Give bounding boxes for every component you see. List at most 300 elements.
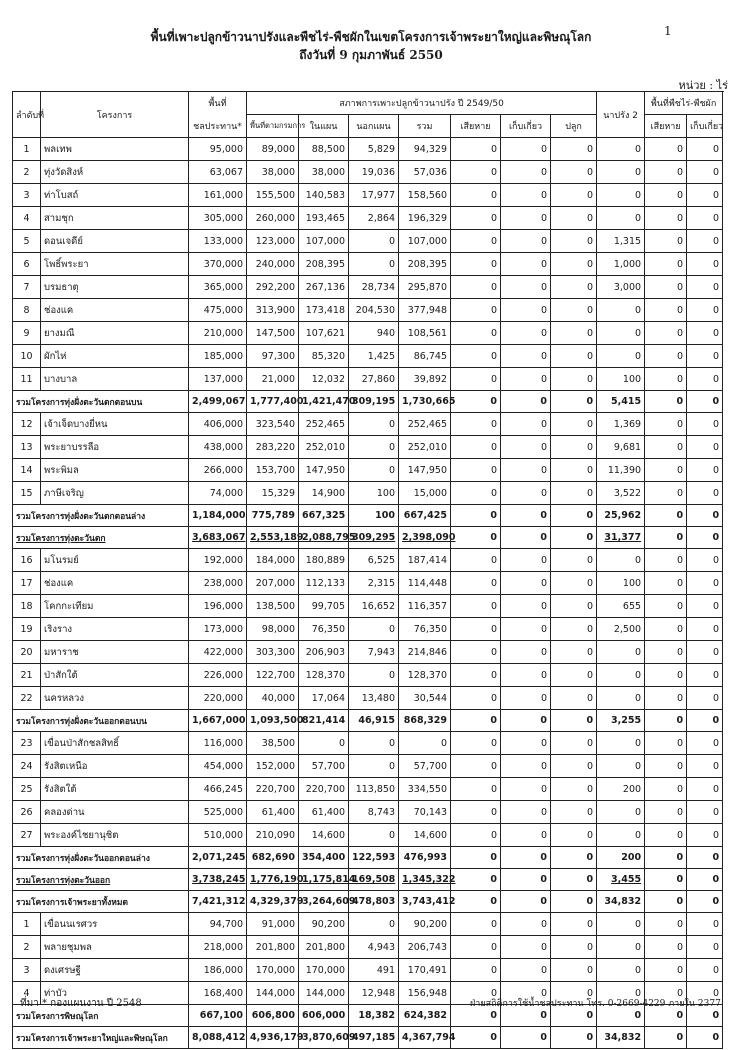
value-cell: 1,345,322	[399, 869, 451, 891]
value-cell: 0	[501, 413, 551, 436]
value-cell: 0	[501, 138, 551, 161]
value-cell: 220,700	[299, 778, 349, 801]
value-cell: 266,000	[189, 459, 247, 482]
value-cell: 6,525	[349, 549, 399, 572]
value-cell: 158,560	[399, 184, 451, 207]
value-cell: 0	[687, 913, 723, 936]
row-number: 26	[13, 801, 41, 824]
subtotal-label: รวมโครงการพิษณุโลก	[13, 1005, 189, 1027]
value-cell: 1,000	[597, 253, 645, 276]
value-cell: 0	[349, 732, 399, 755]
value-cell: 0	[451, 1027, 501, 1049]
subtotal-row	[13, 1027, 723, 1049]
value-cell: 200	[597, 847, 645, 869]
project-name: รังสิตเหนือ	[41, 755, 189, 778]
value-cell: 0	[501, 253, 551, 276]
header-planted: ปลูก	[551, 115, 597, 138]
header-in-plan: ในแผน	[299, 115, 349, 138]
value-cell: 4,943	[349, 936, 399, 959]
project-name: ผักไห่	[41, 345, 189, 368]
value-cell: 2,088,795	[299, 527, 349, 549]
value-cell: 3,000	[597, 276, 645, 299]
project-name: บรมธาตุ	[41, 276, 189, 299]
value-cell: 5,829	[349, 138, 399, 161]
value-cell: 252,010	[399, 436, 451, 459]
value-cell: 0	[687, 959, 723, 982]
value-cell: 4,329,379	[247, 891, 299, 913]
value-cell: 0	[451, 391, 501, 413]
value-cell: 438,000	[189, 436, 247, 459]
value-cell: 0	[501, 641, 551, 664]
value-cell: 0	[349, 618, 399, 641]
value-cell: 0	[687, 368, 723, 391]
value-cell: 0	[551, 687, 597, 710]
value-cell: 0	[551, 436, 597, 459]
value-cell: 98,000	[247, 618, 299, 641]
value-cell: 2,071,245	[189, 847, 247, 869]
value-cell: 0	[501, 755, 551, 778]
row-number: 5	[13, 230, 41, 253]
value-cell: 0	[645, 253, 687, 276]
value-cell: 184,000	[247, 549, 299, 572]
value-cell: 0	[597, 936, 645, 959]
value-cell: 0	[597, 138, 645, 161]
value-cell: 0	[501, 299, 551, 322]
value-cell: 57,700	[399, 755, 451, 778]
value-cell: 1,421,470	[299, 391, 349, 413]
value-cell: 0	[451, 276, 501, 299]
value-cell: 169,508	[349, 869, 399, 891]
value-cell: 0	[451, 527, 501, 549]
value-cell: 0	[551, 345, 597, 368]
value-cell: 0	[451, 253, 501, 276]
value-cell: 0	[645, 413, 687, 436]
value-cell: 173,418	[299, 299, 349, 322]
value-cell: 0	[349, 755, 399, 778]
value-cell: 775,789	[247, 505, 299, 527]
row-number: 14	[13, 459, 41, 482]
value-cell: 0	[597, 322, 645, 345]
value-cell: 292,200	[247, 276, 299, 299]
value-cell: 0	[451, 982, 501, 1005]
table-row	[13, 913, 723, 936]
value-cell: 283,220	[247, 436, 299, 459]
value-cell: 3,738,245	[189, 869, 247, 891]
value-cell: 63,067	[189, 161, 247, 184]
value-cell: 156,948	[399, 982, 451, 1005]
subtotal-row	[13, 391, 723, 413]
value-cell: 5,415	[597, 391, 645, 413]
value-cell: 0	[451, 913, 501, 936]
value-cell: 192,000	[189, 549, 247, 572]
table-row	[13, 299, 723, 322]
value-cell: 15,329	[247, 482, 299, 505]
table-row	[13, 161, 723, 184]
value-cell: 185,000	[189, 345, 247, 368]
value-cell: 0	[451, 664, 501, 687]
value-cell: 107,000	[299, 230, 349, 253]
value-cell: 0	[645, 755, 687, 778]
value-cell: 0	[451, 482, 501, 505]
table-row	[13, 482, 723, 505]
value-cell: 3,870,609	[299, 1027, 349, 1049]
value-cell: 89,000	[247, 138, 299, 161]
value-cell: 475,000	[189, 299, 247, 322]
value-cell: 140,583	[299, 184, 349, 207]
value-cell: 0	[687, 207, 723, 230]
value-cell: 113,850	[349, 778, 399, 801]
row-number: 11	[13, 368, 41, 391]
header-harvested: เก็บเกี่ยว	[501, 115, 551, 138]
value-cell: 19,036	[349, 161, 399, 184]
table-row	[13, 778, 723, 801]
value-cell: 85,320	[299, 345, 349, 368]
value-cell: 0	[597, 982, 645, 1005]
value-cell: 218,000	[189, 936, 247, 959]
value-cell: 147,950	[299, 459, 349, 482]
value-cell: 1,184,000	[189, 505, 247, 527]
value-cell: 0	[687, 345, 723, 368]
value-cell: 39,892	[399, 368, 451, 391]
value-cell: 0	[551, 847, 597, 869]
project-name: เริงราง	[41, 618, 189, 641]
project-name: รังสิตใต้	[41, 778, 189, 801]
value-cell: 210,090	[247, 824, 299, 847]
value-cell: 34,832	[597, 1027, 645, 1049]
project-name: ภาษีเจริญ	[41, 482, 189, 505]
value-cell: 94,329	[399, 138, 451, 161]
value-cell: 0	[349, 664, 399, 687]
value-cell: 128,370	[299, 664, 349, 687]
row-number: 4	[13, 207, 41, 230]
value-cell: 15,000	[399, 482, 451, 505]
project-name: คลองด่าน	[41, 801, 189, 824]
value-cell: 168,400	[189, 982, 247, 1005]
value-cell: 370,000	[189, 253, 247, 276]
value-cell: 303,300	[247, 641, 299, 664]
row-number: 6	[13, 253, 41, 276]
value-cell: 0	[551, 664, 597, 687]
value-cell: 0	[501, 368, 551, 391]
value-cell: 0	[687, 641, 723, 664]
table-row	[13, 687, 723, 710]
value-cell: 34,832	[597, 891, 645, 913]
subtotal-label: รวมโครงการเจ้าพระยาใหญ่และพิษณุโลก	[13, 1027, 189, 1049]
value-cell: 0	[501, 391, 551, 413]
header-status: สภาพการเพาะปลูกข้าวนาปรัง ปี 2549/50	[247, 92, 597, 115]
table-row	[13, 322, 723, 345]
value-cell: 821,414	[299, 710, 349, 732]
project-name: ดอนเจดีย์	[41, 230, 189, 253]
value-cell: 0	[645, 664, 687, 687]
table-row	[13, 824, 723, 847]
value-cell: 0	[501, 847, 551, 869]
footer-contact: ฝ่ายสถิติการใช้น้ำชลประทาน โทร. 0-2669-4229 ภายใน 2377	[470, 999, 721, 1009]
value-cell: 0	[451, 595, 501, 618]
project-name: บางบาล	[41, 368, 189, 391]
value-cell: 0	[501, 824, 551, 847]
value-cell: 682,690	[247, 847, 299, 869]
value-cell: 8,743	[349, 801, 399, 824]
header-second-crop: นาปรัง 2	[597, 92, 645, 138]
value-cell: 0	[645, 687, 687, 710]
table-row	[13, 549, 723, 572]
row-number: 1	[13, 138, 41, 161]
header-out-plan: นอกแผน	[349, 115, 399, 138]
value-cell: 7,421,312	[189, 891, 247, 913]
project-name: สามชุก	[41, 207, 189, 230]
value-cell: 0	[551, 391, 597, 413]
table-row	[13, 138, 723, 161]
value-cell: 0	[687, 436, 723, 459]
value-cell: 0	[451, 436, 501, 459]
value-cell: 0	[349, 230, 399, 253]
value-cell: 122,700	[247, 664, 299, 687]
value-cell: 100	[597, 368, 645, 391]
subtotal-label: รวมโครงการเจ้าพระยาทั้งหมด	[13, 891, 189, 913]
value-cell: 0	[645, 1005, 687, 1027]
value-cell: 91,000	[247, 913, 299, 936]
value-cell: 0	[551, 368, 597, 391]
value-cell: 220,700	[247, 778, 299, 801]
value-cell: 201,800	[299, 936, 349, 959]
value-cell: 200	[597, 778, 645, 801]
value-cell: 0	[349, 913, 399, 936]
value-cell: 0	[597, 755, 645, 778]
table-row	[13, 732, 723, 755]
value-cell: 0	[597, 913, 645, 936]
value-cell: 0	[501, 161, 551, 184]
value-cell: 17,977	[349, 184, 399, 207]
row-number: 12	[13, 413, 41, 436]
value-cell: 204,530	[349, 299, 399, 322]
value-cell: 144,000	[299, 982, 349, 1005]
value-cell: 478,803	[349, 891, 399, 913]
value-cell: 28,734	[349, 276, 399, 299]
value-cell: 0	[687, 391, 723, 413]
subtotal-label: รวมโครงการทุ่งฝั่งตะวันตกตอนบน	[13, 391, 189, 413]
value-cell: 0	[597, 801, 645, 824]
value-cell: 31,377	[597, 527, 645, 549]
value-cell: 0	[451, 801, 501, 824]
value-cell: 9,681	[597, 436, 645, 459]
value-cell: 0	[349, 253, 399, 276]
table-row	[13, 755, 723, 778]
value-cell: 0	[501, 891, 551, 913]
value-cell: 196,000	[189, 595, 247, 618]
value-cell: 0	[645, 801, 687, 824]
value-cell: 0	[349, 436, 399, 459]
value-cell: 313,900	[247, 299, 299, 322]
table-row	[13, 230, 723, 253]
value-cell: 1,315	[597, 230, 645, 253]
value-cell: 214,846	[399, 641, 451, 664]
value-cell: 0	[687, 299, 723, 322]
value-cell: 0	[451, 368, 501, 391]
project-name: มหาราช	[41, 641, 189, 664]
value-cell: 0	[551, 299, 597, 322]
row-number: 1	[13, 913, 41, 936]
subtotal-label: รวมโครงการทุ่งฝั่งตะวันออกตอนล่าง	[13, 847, 189, 869]
value-cell: 207,000	[247, 572, 299, 595]
value-cell: 3,264,609	[299, 891, 349, 913]
value-cell: 323,540	[247, 413, 299, 436]
table-body	[13, 138, 723, 1049]
value-cell: 0	[551, 710, 597, 732]
value-cell: 0	[349, 459, 399, 482]
value-cell: 0	[597, 641, 645, 664]
value-cell: 0	[551, 184, 597, 207]
header-project: โครงการ	[41, 92, 189, 138]
header-planned-gov: พื้นที่ตามกรมการ	[247, 115, 299, 138]
value-cell: 0	[687, 459, 723, 482]
value-cell: 76,350	[399, 618, 451, 641]
value-cell: 128,370	[399, 664, 451, 687]
project-name: เขื่อนป่าสักชลสิทธิ์	[41, 732, 189, 755]
value-cell: 0	[551, 618, 597, 641]
project-name: เขื่อนนเรศวร	[41, 913, 189, 936]
value-cell: 38,000	[299, 161, 349, 184]
value-cell: 40,000	[247, 687, 299, 710]
row-number: 16	[13, 549, 41, 572]
value-cell: 0	[551, 482, 597, 505]
value-cell: 57,036	[399, 161, 451, 184]
value-cell: 0	[501, 1005, 551, 1027]
value-cell: 0	[551, 801, 597, 824]
value-cell: 2,864	[349, 207, 399, 230]
table-row	[13, 207, 723, 230]
value-cell: 0	[551, 1005, 597, 1027]
value-cell: 206,903	[299, 641, 349, 664]
value-cell: 1,730,665	[399, 391, 451, 413]
value-cell: 252,465	[399, 413, 451, 436]
row-number: 3	[13, 959, 41, 982]
value-cell: 0	[687, 687, 723, 710]
value-cell: 147,950	[399, 459, 451, 482]
value-cell: 0	[687, 1005, 723, 1027]
value-cell: 0	[501, 618, 551, 641]
value-cell: 210,000	[189, 322, 247, 345]
value-cell: 667,100	[189, 1005, 247, 1027]
value-cell: 0	[451, 161, 501, 184]
value-cell: 354,400	[299, 847, 349, 869]
value-cell: 0	[501, 207, 551, 230]
value-cell: 0	[687, 549, 723, 572]
value-cell: 1,777,400	[247, 391, 299, 413]
value-cell: 206,743	[399, 936, 451, 959]
value-cell: 100	[349, 505, 399, 527]
value-cell: 0	[597, 207, 645, 230]
value-cell: 0	[687, 732, 723, 755]
value-cell: 0	[501, 778, 551, 801]
value-cell: 0	[501, 959, 551, 982]
row-number: 13	[13, 436, 41, 459]
value-cell: 1,425	[349, 345, 399, 368]
project-name: พระพิมล	[41, 459, 189, 482]
header-area-top: พื้นที่	[189, 92, 247, 115]
project-name: ทุ่งวัดสิงห์	[41, 161, 189, 184]
value-cell: 466,245	[189, 778, 247, 801]
value-cell: 0	[501, 322, 551, 345]
table-row	[13, 595, 723, 618]
project-name: นครหลวง	[41, 687, 189, 710]
value-cell: 0	[501, 276, 551, 299]
value-cell: 0	[597, 732, 645, 755]
value-cell: 0	[645, 161, 687, 184]
value-cell: 1,175,814	[299, 869, 349, 891]
value-cell: 0	[645, 572, 687, 595]
value-cell: 4,936,179	[247, 1027, 299, 1049]
value-cell: 0	[687, 482, 723, 505]
value-cell: 0	[551, 824, 597, 847]
project-name: ท่าบัว	[41, 982, 189, 1005]
project-name: พลายชุมพล	[41, 936, 189, 959]
table-row	[13, 664, 723, 687]
value-cell: 0	[451, 184, 501, 207]
subtotal-label: รวมโครงการทุ่งฝั่งตะวันออกตอนบน	[13, 710, 189, 732]
value-cell: 0	[451, 755, 501, 778]
value-cell: 0	[645, 778, 687, 801]
value-cell: 3,683,067	[189, 527, 247, 549]
value-cell: 107,621	[299, 322, 349, 345]
value-cell: 0	[687, 755, 723, 778]
subtotal-row	[13, 847, 723, 869]
subtotal-label: รวมโครงการทุ่งตะวันออก	[13, 869, 189, 891]
table-row	[13, 436, 723, 459]
row-number: 25	[13, 778, 41, 801]
row-number: 8	[13, 299, 41, 322]
value-cell: 0	[687, 618, 723, 641]
table-row	[13, 959, 723, 982]
value-cell: 0	[451, 732, 501, 755]
value-cell: 0	[687, 138, 723, 161]
value-cell: 0	[551, 1027, 597, 1049]
value-cell: 38,000	[247, 161, 299, 184]
table-row	[13, 368, 723, 391]
value-cell: 0	[451, 322, 501, 345]
value-cell: 0	[349, 824, 399, 847]
table-row	[13, 253, 723, 276]
cultivation-table	[12, 91, 723, 1049]
project-name: พระองค์ไชยานุชิต	[41, 824, 189, 847]
value-cell: 70,143	[399, 801, 451, 824]
value-cell: 2,500	[597, 618, 645, 641]
table-row	[13, 801, 723, 824]
value-cell: 0	[451, 959, 501, 982]
value-cell: 108,561	[399, 322, 451, 345]
value-cell: 0	[645, 847, 687, 869]
value-cell: 0	[687, 230, 723, 253]
value-cell: 0	[645, 482, 687, 505]
value-cell: 0	[687, 824, 723, 847]
value-cell: 0	[645, 345, 687, 368]
value-cell: 0	[597, 664, 645, 687]
value-cell: 0	[501, 505, 551, 527]
value-cell: 0	[687, 322, 723, 345]
value-cell: 0	[551, 641, 597, 664]
value-cell: 0	[687, 982, 723, 1005]
row-number: 9	[13, 322, 41, 345]
value-cell: 100	[349, 482, 399, 505]
value-cell: 0	[687, 1027, 723, 1049]
value-cell: 46,915	[349, 710, 399, 732]
value-cell: 0	[597, 184, 645, 207]
value-cell: 1,369	[597, 413, 645, 436]
value-cell: 0	[501, 345, 551, 368]
value-cell: 0	[349, 413, 399, 436]
table-row	[13, 641, 723, 664]
value-cell: 0	[551, 276, 597, 299]
